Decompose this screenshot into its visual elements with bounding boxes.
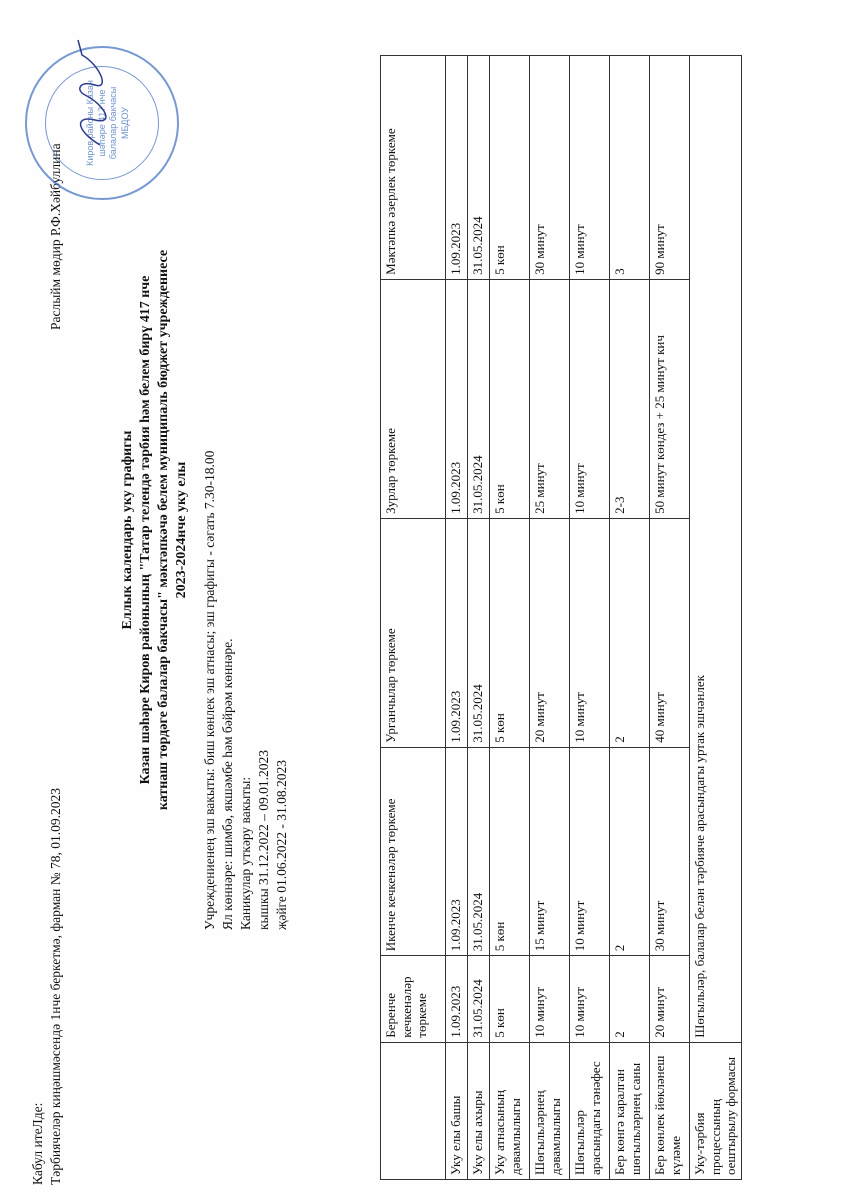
- table-cell: 3: [610, 56, 650, 280]
- table-cell: 5 көн: [490, 279, 530, 518]
- title-line4: 2023-2024нче уку елы: [174, 461, 189, 599]
- table-row: [610, 56, 650, 1180]
- row-label: Шөгыльләрнең дәвамлылыгы: [530, 1042, 570, 1179]
- table-cell: 10 минут: [570, 747, 610, 956]
- table-row: [570, 56, 610, 1180]
- row-label: Шөгыльләр арасындагы тәнәфес: [570, 1042, 610, 1179]
- table-cell: 2: [610, 956, 650, 1042]
- table-cell: 1.09.2023: [446, 518, 468, 747]
- table-cell: 1.09.2023: [446, 747, 468, 956]
- info-line2: Ял көннәре: шимбә, якшәмбе һәм бәйрәм көннәре.: [220, 638, 235, 930]
- table-row: [490, 56, 530, 1180]
- table-cell: 90 минут: [650, 56, 690, 280]
- info-line3: Каникулар уткәру вакыты:: [238, 776, 253, 930]
- header-cell: Мәктәпкә әзерлек төркеме: [381, 56, 446, 280]
- info-summer: җәйге 01.06.2022 - 31.08.2023: [274, 759, 289, 930]
- schedule-table: [380, 55, 742, 1180]
- approved-line: Раслыйм мөдир Р.Ф.Хәйбуллина: [48, 143, 63, 330]
- table-cell: 5 көн: [490, 518, 530, 747]
- table-cell: 2-3: [610, 279, 650, 518]
- info-line1: Учреждениенең эш вакыты: биш көнлек эш атнасы; эш графигы - сәгать 7.30-18.00: [202, 450, 217, 930]
- table-cell: 15 минут: [530, 747, 570, 956]
- accepted-label: Кабул итеЛде:: [30, 1102, 45, 1185]
- row-label: Уку-тәрбия процессының оештырылу формасы: [690, 1042, 742, 1179]
- table-cell: 1.09.2023: [446, 279, 468, 518]
- table-row: [468, 56, 490, 1180]
- table-cell: 1.09.2023: [446, 956, 468, 1042]
- table-row: [690, 56, 742, 1180]
- table-cell: 25 минут: [530, 279, 570, 518]
- header-cell: Урганчылар төркеме: [381, 518, 446, 747]
- table-cell: 5 көн: [490, 56, 530, 280]
- table-cell: 31.05.2024: [468, 56, 490, 280]
- title-line1: Еллык календарь уку графигы: [120, 430, 135, 630]
- header-cell: Икенче кечкенәләр төркеме: [381, 747, 446, 956]
- title-line2: Казан шәһәре Киров районының "Татар телендә тәрбия һәм белем бирү 417 нче: [138, 275, 153, 785]
- table-cell: 2: [610, 518, 650, 747]
- table-cell: 50 минут көндез + 25 минут кич: [650, 279, 690, 518]
- table-row: [530, 56, 570, 1180]
- table-cell: 10 минут: [570, 956, 610, 1042]
- seal-text: Киров районы Казан шәһәре 417 нче балалар бакчасы МБДОУ: [85, 80, 131, 166]
- table-cell: 40 минут: [650, 518, 690, 747]
- table-cell: 30 минут: [650, 747, 690, 956]
- table-cell: 10 минут: [530, 956, 570, 1042]
- row-label: Бер көнгә каралган шөгыльләрнең саны: [610, 1042, 650, 1179]
- table-cell-merged: Шөгыльләр, балалар белән тәрбияче арасындагы уртак эшчәнлек: [690, 56, 742, 1043]
- table-cell: 1.09.2023: [446, 56, 468, 280]
- accepted-detail: Тәрбиячеләр киңәшмәсендә 1нче беркетмә, фарман № 78, 01.09.2023: [48, 787, 63, 1185]
- table-cell: 30 минут: [530, 56, 570, 280]
- table-cell: 20 минут: [650, 956, 690, 1042]
- table-cell: 2: [610, 747, 650, 956]
- table-row: [446, 56, 468, 1180]
- header-cell: [381, 1042, 446, 1179]
- header-cell: Зурлар төркеме: [381, 279, 446, 518]
- table-cell: 31.05.2024: [468, 518, 490, 747]
- row-label: Бер көнлек йөкләнеш күләме: [650, 1042, 690, 1179]
- row-label: Уку атнасының дәвамлылыгы: [490, 1042, 530, 1179]
- table-cell: 10 минут: [570, 279, 610, 518]
- table-cell: 5 көн: [490, 956, 530, 1042]
- table-header-row: [381, 56, 446, 1180]
- table-cell: 10 минут: [570, 518, 610, 747]
- signature: [70, 30, 110, 150]
- row-label: Уку елы ахыры: [468, 1042, 490, 1179]
- table-cell: 5 көн: [490, 747, 530, 956]
- table-row: [650, 56, 690, 1180]
- table-cell: 31.05.2024: [468, 279, 490, 518]
- title-line3: катнаш төрдәге балалар бакчасы" мәктәпкәчә белем муниципаль бюджет учреждениесе: [156, 249, 171, 811]
- row-label: Уку елы башы: [446, 1042, 468, 1179]
- table-cell: 20 минут: [530, 518, 570, 747]
- table-cell: 10 минут: [570, 56, 610, 280]
- table-cell: 31.05.2024: [468, 956, 490, 1042]
- header-cell: Беренче кечкенәләр төркеме: [381, 956, 446, 1042]
- table-cell: 31.05.2024: [468, 747, 490, 956]
- info-winter: кышкы 31.12.2022 – 09.01.2023: [256, 749, 271, 930]
